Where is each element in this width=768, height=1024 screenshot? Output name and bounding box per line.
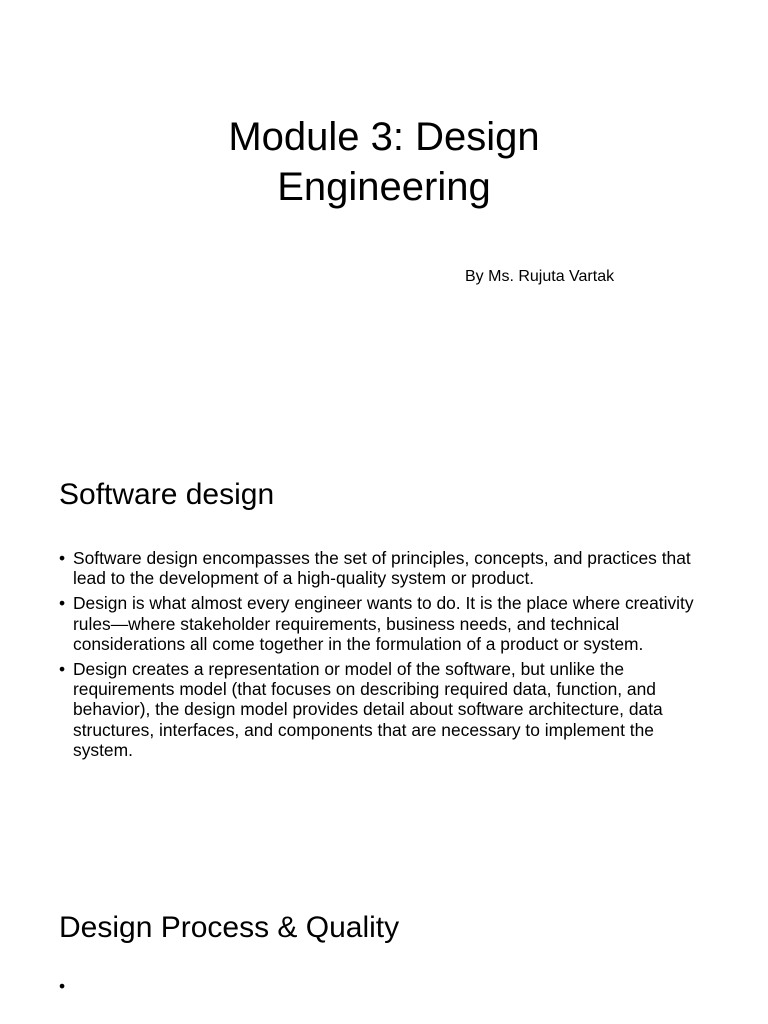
slide-title-line-2: Engineering — [277, 165, 491, 209]
bullet-text: • Software design encompasses the set of principles, concepts, and practices that lead to the development of a high-quality system or product. — [73, 548, 691, 589]
design-process-heading: Design Process & Quality — [59, 911, 400, 944]
bullet-text: • Design is what almost every engineer wants to do. It is the place where creativity rules—where stakeholder requirements, business needs, and technical considerations all come together in the formulation of a product or system. — [73, 593, 694, 654]
software-design-heading: Software design — [59, 478, 275, 511]
bullet-item — [59, 659, 714, 760]
slide-title — [150, 112, 618, 212]
software-design-bullet-list — [59, 548, 714, 765]
design-process-slide — [0, 864, 768, 1024]
software-design-slide — [0, 432, 768, 864]
slide-title-line-1: Module 3: Design — [228, 115, 540, 159]
title-slide — [0, 0, 768, 432]
bullet-text: • Design creates a representation or model of the software, but unlike the requirements model (that focuses on describing required data, function, and behavior), the design model provides detail about software architecture, data structures, interfaces, and components that are necessary to implement the system. — [73, 659, 663, 760]
empty-bullet-marker: • — [59, 976, 66, 996]
author-subtitle: By Ms. Rujuta Vartak — [465, 268, 615, 285]
bullet-item — [59, 593, 714, 654]
bullet-item — [59, 548, 714, 588]
